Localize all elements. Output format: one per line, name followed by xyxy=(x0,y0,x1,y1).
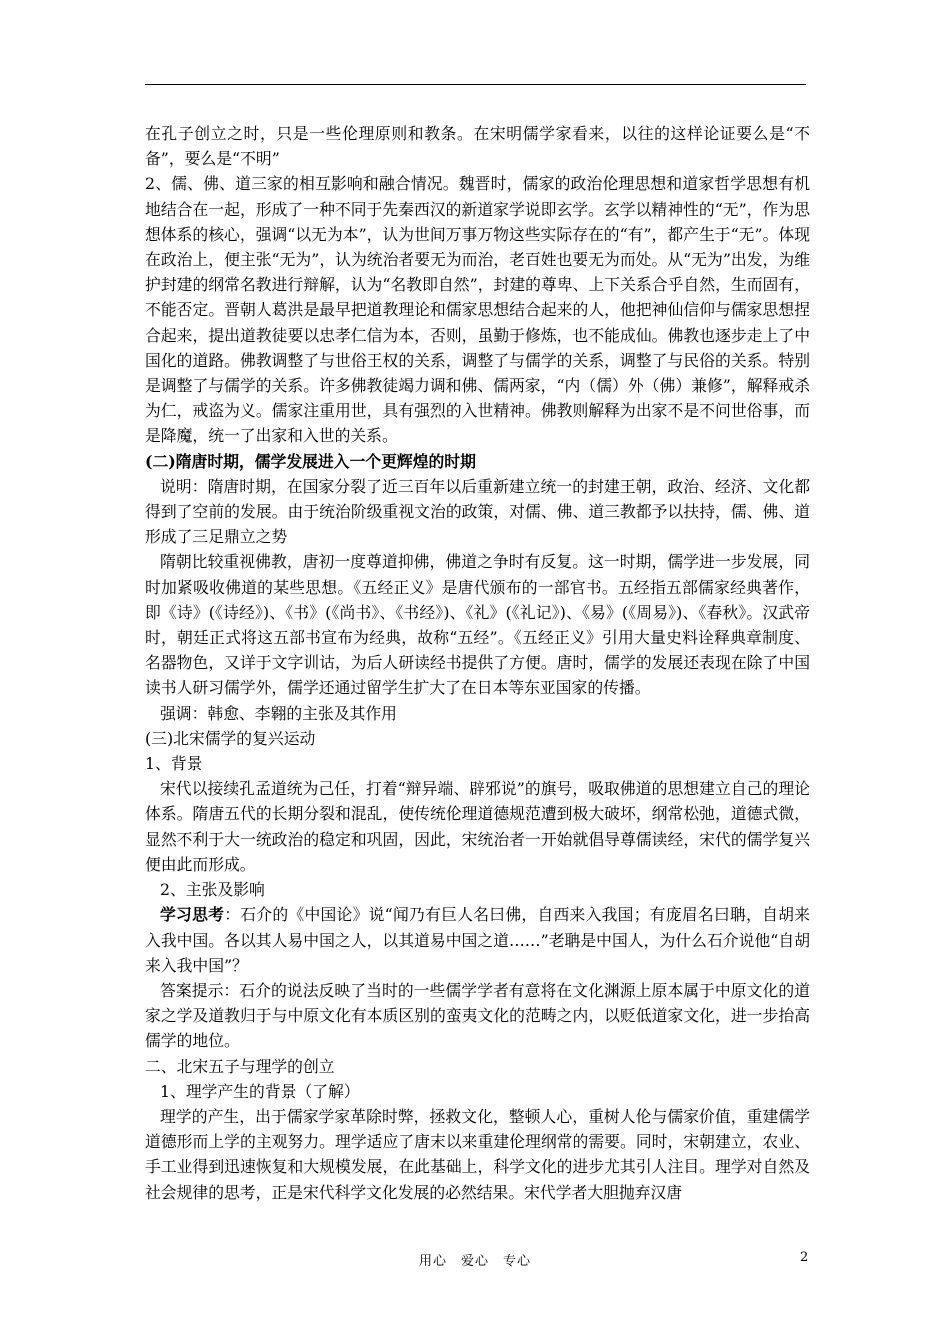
paragraph xyxy=(145,701,810,726)
paragraph xyxy=(145,474,810,550)
bold-text: (二)隋唐时期，儒学发展进入一个更辉煌的时期 xyxy=(145,451,476,471)
paragraph xyxy=(145,171,810,448)
paragraph-text: 理学的产生，出于儒家学家革除时弊，拯救文化，整顿人心，重树人伦与儒家价值，重建儒学道德形而上学的主观努力。理学适应了唐末以来重建伦理纲常的需要。同时，宋朝建立，农业、手工业得到迅速恢复和大规模发展，在此基础上，科学文化的进步尤其引人注目。理学对自然及社会规律的思考，正是宋代科学文化发展的必然结果。宋代学者大胆抛弃汉唐 xyxy=(145,1106,810,1202)
paragraph-text: 说明：隋唐时期，在国家分裂了近三百年以后重新建立统一的封建王朝，政治、经济、文化都得到了空前的发展。由于统治阶级重视文治的政策，对儒、佛、道三教都予以扶持，儒、佛、道形成了三足鼎立之势 xyxy=(145,476,810,547)
paragraph-text: 宋代以接续孔孟道统为己任，打着“辩异端、辟邪说”的旗号，吸取佛道的思想建立自己的理论体系。隋唐五代的长期分裂和混乱，使传统伦理道德规范遭到极大破坏，纲常松弛，道德式微，显然不利于大一统政治的稳定和巩固，因此，宋统治者一开始就倡导尊儒读经，宋代的儒学复兴便由此而形成。 xyxy=(145,779,810,874)
paragraph xyxy=(145,776,810,877)
paragraph xyxy=(145,877,810,902)
paragraph xyxy=(145,978,810,1054)
paragraph-text: 强调：韩愈、李翱的主张及其作用 xyxy=(160,703,397,723)
paragraph-text: 1、理学产生的背景（了解） xyxy=(160,1081,360,1101)
paragraph-text: 在孔子创立之时，只是一些伦理原则和教条。在宋明儒学家看来，以往的这样论证要么是“不备”，要么是“不明” xyxy=(145,124,810,169)
paragraph-text: 2、儒、佛、道三家的相互影响和融合情况。魏晋时，儒家的政治伦理思想和道家哲学思想有机地结合在一起，形成了一种不同于先秦西汉的新道家学说即玄学。玄学以精神性的“无”，作为思想体系的核心，强调“以无为本”，认为世间万事万物这些实际存在的“有”，都产生于“无”。体现在政治上，便主张“无为”，认为统治者要无为而治，老百姓也要无为而处。从“无为”出发，为维护封建的纲常名教进行辩解，认为“名教即自然”，封建的尊卑、上下关系合乎自然，生而固有，不能否定。晋朝人葛洪是最早把道教理论和儒家思想结合起来的人，他把神仙信仰与儒家思想捏合起来，提出道教徒要以忠孝仁信为本，否则，虽勤于修炼，也不能成仙。佛教也逐步走上了中国化的道路。佛教调整了与世俗王权的关系，调整了与儒学的关系，调整了与民俗的关系。特别是调整了与儒学的关系。许多佛教徒竭力调和佛、儒两家，“内（儒）外（佛）兼修”，解释戒杀为仁，戒盗为义。儒家注重用世，具有强烈的入世精神。佛教则解释为出家不是不问世俗事，而是降魔，统一了出家和入世的关系。 xyxy=(145,174,810,446)
paragraph-text: 2、主张及影响 xyxy=(160,880,265,900)
paragraph-text: 答案提示：石介的说法反映了当时的一些儒学学者有意将在文化渊源上原本属于中原文化的道家之学及道教归于与中原文化有本质区别的蛮夷文化的范畴之内，以贬低道家文化，进一步抬高儒学的地位。 xyxy=(145,980,810,1051)
page-number: 2 xyxy=(800,1250,809,1265)
paragraph-text: ：石介的《中国论》说“闻乃有巨人名曰佛，自西来入我国；有庞眉名曰聃，自胡来入我中国。各以其人易中国之人，以其道易中国之道……”老聃是中国人，为什么石介说他“自胡来入我中国”？ xyxy=(145,905,810,975)
paragraph xyxy=(145,449,810,474)
paragraph-text: 隋朝比较重视佛教，唐初一度尊道抑佛，佛道之争时有反复。这一时期，儒学进一步发展，同时加紧吸收佛道的某些思想。《五经正义》是唐代颁布的一部官书。五经指五部儒家经典著作，即《诗》(《诗经》)、《书》(《尚书》、《书经》)、《礼》(《礼记》)、《易》(《周易》)、《春秋》。汉武帝时，朝廷正式将这五部书宣布为经典，故称“五经”。《五经正义》引用大量史料诠释典章制度、名器物色，又详于文字训诂，为后人研读经书提供了方便。唐时，儒学的发展还表现在除了中国读书人研习儒学外，儒学还通过留学生扩大了在日本等东亚国家的传播。 xyxy=(145,552,810,698)
paragraph xyxy=(145,726,810,751)
paragraph xyxy=(145,121,810,171)
paragraph xyxy=(145,1104,810,1205)
paragraph xyxy=(145,1054,810,1079)
paragraph xyxy=(145,751,810,776)
paragraph xyxy=(145,902,810,978)
header-rule xyxy=(145,84,806,85)
footer-motto: 用心 爱心 专心 xyxy=(418,1254,531,1269)
paragraph-text: 二、北宋五子与理学的创立 xyxy=(145,1056,335,1076)
paragraph xyxy=(145,1079,810,1104)
paragraph-text: (三)北宋儒学的复兴运动 xyxy=(145,728,316,748)
document-body xyxy=(145,121,810,1205)
paragraph xyxy=(145,549,810,700)
bold-text: 学习思考 xyxy=(160,905,225,925)
paragraph-text: 1、背景 xyxy=(145,754,203,774)
